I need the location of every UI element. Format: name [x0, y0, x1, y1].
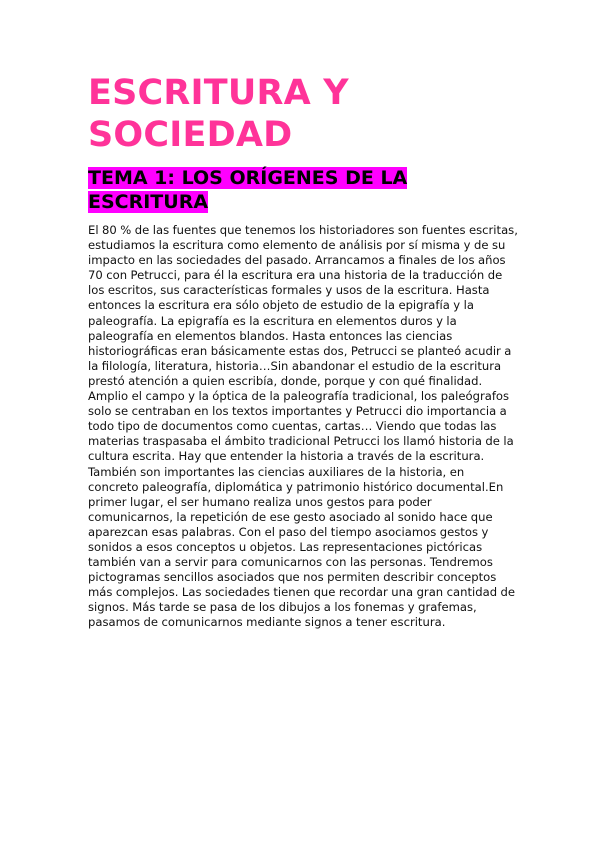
- section-heading: [88, 166, 518, 214]
- section-heading-highlight: TEMA 1: LOS ORÍGENES DE LA ESCRITURA: [88, 167, 408, 213]
- document-page: [88, 72, 518, 631]
- body-paragraph: El 80 % de las fuentes que tenemos los historiadores son fuentes escritas, estudiamos la escritura como elemento de análisis por sí misma y de su impacto en las sociedades del pasado. Arrancamos a finales de los años 70 con Petrucci, para él la escritura era una historia de la traducción de los escritos, sus características formales y usos de la escritura. Hasta entonces la escritura era sólo objeto de estudio de la epigrafía y la paleografía. La epigrafía es la escritura en elementos duros y la paleografía en elementos blandos. Hasta entonces las ciencias historiográficas eran básicamente estas dos, Petrucci se planteó acudir a la filología, literatura, historia…Sin abandonar el estudio de la escritura prestó atención a quien escribía, donde, porque y con qué finalidad. Amplio el campo y la óptica de la paleografía tradicional, los paleógrafos solo se centraban en los textos importantes y Petrucci dio importancia a todo tipo de documentos como cuentas, cartas… Viendo que todas las materias traspasaba el ámbito tradicional Petrucci los llamó historia de la cultura escrita. Hay que entender la historia a través de la escritura. También son importantes las ciencias auxiliares de la historia, en concreto paleografía, diplomática y patrimonio histórico documental.En primer lugar, el ser humano realiza unos gestos para poder comunicarnos, la repetición de ese gesto asociado al sonido hace que aparezcan esas palabras. Con el paso del tiempo asociamos gestos y sonidos a esos conceptos u objetos. Las representaciones pictóricas también van a servir para comunicarnos con las personas. Tendremos pictogramas sencillos asociados que nos permiten describir conceptos más complejos. Las sociedades tienen que recordar una gran cantidad de signos. Más tarde se pasa de los dibujos a los fonemas y grafemas, pasamos de comunicarnos mediante signos a tener escritura.: [88, 223, 518, 630]
- document-title: ESCRITURA Y SOCIEDAD: [88, 73, 349, 155]
